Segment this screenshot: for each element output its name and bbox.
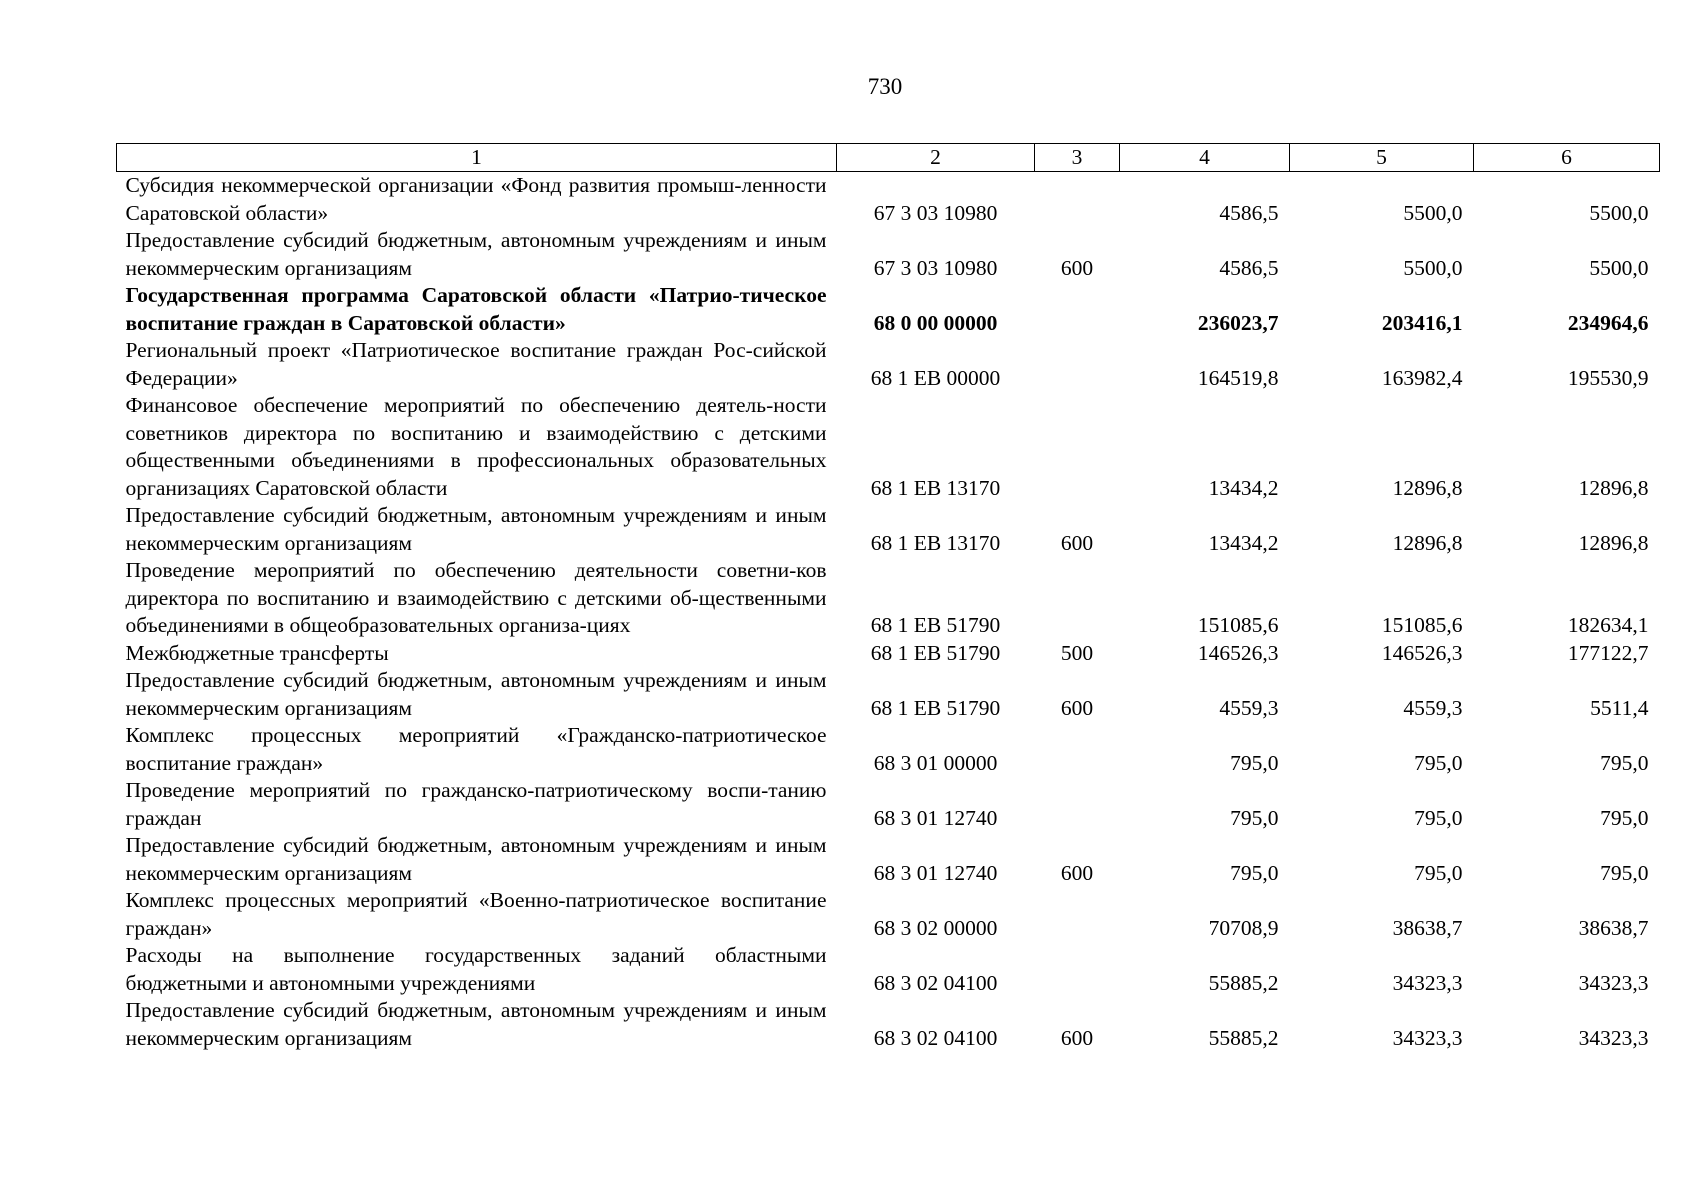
amount-column-5: 12896,8 (1392, 475, 1463, 500)
expense-type-code (1035, 887, 1120, 942)
expense-type-code (1035, 392, 1120, 502)
amount-column-6: 34323,3 (1578, 1025, 1649, 1050)
amount-column-4: 236023,7 (1197, 310, 1279, 335)
amount-column-6: 795,0 (1600, 860, 1649, 885)
item-name: Проведение мероприятий по обеспечению деятельности советни-ков директора по воспитанию и взаимодействию с детскими об-щественными объединениями в общеобразовательных организа-циях (125, 558, 827, 637)
target-article-code: 68 1 ЕВ 51790 (870, 695, 1001, 720)
column-header-1: 1 (117, 144, 837, 172)
amount-column-5: 12896,8 (1392, 530, 1463, 555)
amount-column-4: 146526,3 (1197, 640, 1279, 665)
expense-type-code (1035, 337, 1120, 392)
column-header-3: 3 (1035, 144, 1120, 172)
item-name: Межбюджетные трансферты (125, 640, 389, 665)
expense-type-code (1035, 722, 1120, 777)
amount-column-4: 795,0 (1230, 860, 1279, 885)
amount-column-4: 4559,3 (1219, 695, 1279, 720)
table-row (117, 667, 1660, 722)
expense-type-code: 600 (1060, 860, 1094, 885)
target-article-code: 68 3 02 00000 (873, 915, 998, 940)
column-header-4: 4 (1120, 144, 1290, 172)
table-row (117, 502, 1660, 557)
amount-column-4: 55885,2 (1208, 970, 1279, 995)
table-row (117, 997, 1660, 1052)
target-article-code: 68 1 ЕВ 51790 (870, 640, 1001, 665)
table-row (117, 172, 1660, 228)
amount-column-5: 203416,1 (1381, 310, 1463, 335)
expense-type-code (1035, 942, 1120, 997)
column-header-5: 5 (1290, 144, 1474, 172)
amount-column-5: 34323,3 (1392, 970, 1463, 995)
expense-type-code: 500 (1060, 640, 1094, 665)
item-name: Предоставление субсидий бюджетным, автономным учреждениям и иным некоммерческим организациям (125, 228, 827, 280)
amount-column-5: 38638,7 (1392, 915, 1463, 940)
target-article-code: 67 3 03 10980 (873, 255, 998, 280)
amount-column-6: 12896,8 (1578, 530, 1649, 555)
amount-column-5: 795,0 (1414, 860, 1463, 885)
target-article-code: 68 1 ЕВ 13170 (870, 530, 1001, 555)
amount-column-5: 795,0 (1414, 805, 1463, 830)
amount-column-4: 55885,2 (1208, 1025, 1279, 1050)
amount-column-6: 5500,0 (1589, 255, 1649, 280)
budget-table (116, 143, 1660, 1052)
item-name: Комплекс процессных мероприятий «Гражданско-патриотическое воспитание граждан» (125, 723, 827, 775)
amount-column-6: 38638,7 (1578, 915, 1649, 940)
target-article-code: 67 3 03 10980 (873, 200, 998, 225)
amount-column-4: 13434,2 (1208, 475, 1279, 500)
table-row (117, 887, 1660, 942)
item-name: Комплекс процессных мероприятий «Военно-патриотическое воспитание граждан» (125, 888, 827, 940)
amount-column-4: 4586,5 (1219, 200, 1279, 225)
amount-column-6: 12896,8 (1578, 475, 1649, 500)
column-header-2: 2 (837, 144, 1035, 172)
table-row (117, 777, 1660, 832)
amount-column-6: 234964,6 (1567, 310, 1649, 335)
table-row (117, 282, 1660, 337)
amount-column-6: 5500,0 (1589, 200, 1649, 225)
item-name: Государственная программа Саратовской области «Патрио-тическое воспитание граждан в Саратовской области» (125, 283, 827, 335)
header-row (117, 144, 1660, 172)
target-article-code: 68 3 02 04100 (873, 1025, 998, 1050)
amount-column-5: 146526,3 (1381, 640, 1463, 665)
expense-type-code (1035, 172, 1120, 228)
table-row (117, 557, 1660, 640)
amount-column-4: 795,0 (1230, 750, 1279, 775)
amount-column-4: 4586,5 (1219, 255, 1279, 280)
item-name: Предоставление субсидий бюджетным, автономным учреждениям и иным некоммерческим организациям (125, 998, 827, 1050)
amount-column-5: 4559,3 (1403, 695, 1463, 720)
table-row (117, 722, 1660, 777)
column-header-6: 6 (1474, 144, 1660, 172)
amount-column-5: 795,0 (1414, 750, 1463, 775)
amount-column-5: 5500,0 (1403, 255, 1463, 280)
target-article-code: 68 1 ЕВ 51790 (870, 613, 1001, 637)
item-name: Предоставление субсидий бюджетным, автономным учреждениям и иным некоммерческим организациям (125, 833, 827, 885)
amount-column-5: 163982,4 (1381, 365, 1463, 390)
amount-column-4: 13434,2 (1208, 530, 1279, 555)
amount-column-4: 795,0 (1230, 805, 1279, 830)
item-name: Предоставление субсидий бюджетным, автономным учреждениям и иным некоммерческим организациям (125, 668, 827, 720)
target-article-code: 68 0 00 00000 (873, 310, 998, 335)
amount-column-6: 195530,9 (1567, 365, 1649, 390)
expense-type-code: 600 (1060, 255, 1094, 280)
amount-column-4: 70708,9 (1208, 915, 1279, 940)
target-article-code: 68 3 01 12740 (873, 860, 998, 885)
table-row (117, 337, 1660, 392)
expense-type-code (1035, 557, 1120, 640)
item-name: Проведение мероприятий по гражданско-патриотическому воспи-танию граждан (125, 778, 827, 830)
table-row (117, 832, 1660, 887)
target-article-code: 68 1 ЕВ 13170 (870, 475, 1001, 500)
expense-type-code (1035, 282, 1120, 337)
amount-column-4: 151085,6 (1197, 613, 1279, 637)
expense-type-code: 600 (1060, 530, 1094, 555)
expense-type-code: 600 (1060, 1025, 1094, 1050)
item-name: Предоставление субсидий бюджетным, автономным учреждениям и иным некоммерческим организациям (125, 503, 827, 555)
item-name: Расходы на выполнение государственных заданий областными бюджетными и автономными учреждениями (125, 943, 827, 995)
target-article-code: 68 1 ЕВ 00000 (870, 365, 1001, 390)
amount-column-6: 177122,7 (1567, 640, 1649, 665)
amount-column-6: 5511,4 (1590, 695, 1649, 720)
amount-column-6: 795,0 (1600, 805, 1649, 830)
table-row (117, 640, 1660, 668)
amount-column-6: 795,0 (1600, 750, 1649, 775)
amount-column-6: 34323,3 (1578, 970, 1649, 995)
item-name: Финансовое обеспечение мероприятий по обеспечению деятель-ности советников директора по воспитанию и взаимодействию с детскими общественными объединениями в профессиональных образовательных организациях Саратовской области (125, 393, 827, 500)
target-article-code: 68 3 01 12740 (873, 805, 998, 830)
table-header (117, 144, 1660, 172)
amount-column-5: 5500,0 (1403, 200, 1463, 225)
table-row (117, 392, 1660, 502)
amount-column-4: 164519,8 (1197, 365, 1279, 390)
amount-column-5: 151085,6 (1381, 613, 1463, 637)
table-row (117, 942, 1660, 997)
page-number: 730 (867, 74, 903, 99)
target-article-code: 68 3 02 04100 (873, 970, 998, 995)
item-name: Субсидия некоммерческой организации «Фонд развития промыш-ленности Саратовской области» (125, 173, 827, 225)
target-article-code: 68 3 01 00000 (873, 750, 998, 775)
amount-column-6: 182634,1 (1567, 613, 1649, 637)
table-row (117, 227, 1660, 282)
item-name: Региональный проект «Патриотическое воспитание граждан Рос-сийской Федерации» (125, 338, 827, 390)
expense-type-code (1035, 777, 1120, 832)
amount-column-5: 34323,3 (1392, 1025, 1463, 1050)
expense-type-code: 600 (1060, 695, 1094, 720)
table-body (117, 172, 1660, 1053)
